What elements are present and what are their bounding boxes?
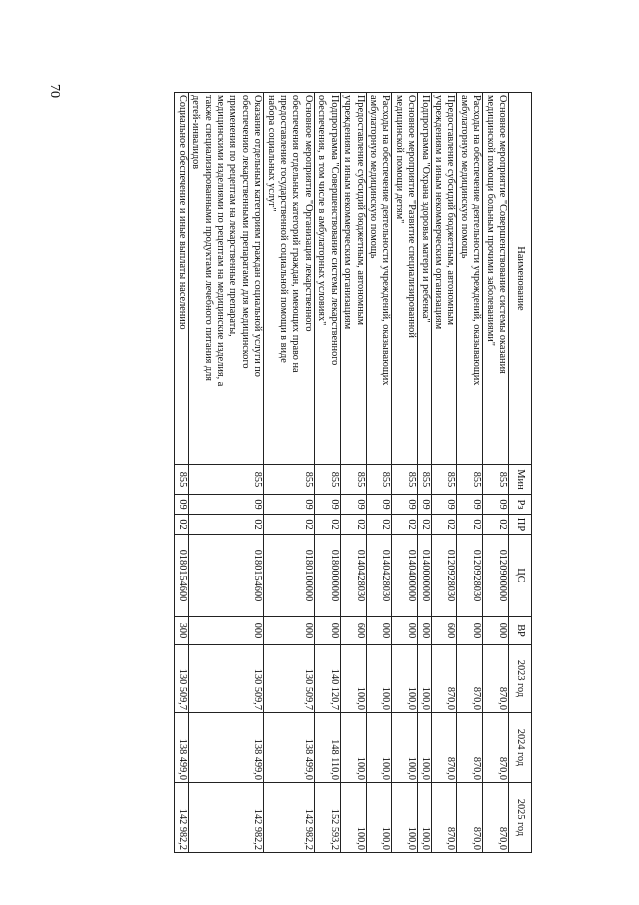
name-line: обеспечения, в том числе в амбулаторных условиях" xyxy=(316,95,328,326)
cell-vr: 000 xyxy=(483,617,509,645)
name-line: предоставление государственной социальной помощи в виде xyxy=(278,95,290,363)
cell-cs: 0120928030 xyxy=(431,535,457,617)
cell-2023: 140 120,7 xyxy=(314,645,340,713)
cell-2024: 870,0 xyxy=(483,713,509,783)
cell-pr: 02 xyxy=(340,515,366,535)
cell-cs: 0140428030 xyxy=(340,535,366,617)
table-row xyxy=(188,93,263,853)
cell-pr: 02 xyxy=(188,515,263,535)
rotated-page-content xyxy=(32,92,532,852)
name-line: Подпрограмма "Охрана здоровья матери и ребенка" xyxy=(419,95,431,323)
cell-rz: 09 xyxy=(418,495,431,515)
cell-2024: 138 499,0 xyxy=(175,713,188,783)
cell-2024: 138 499,0 xyxy=(264,713,315,783)
name-line: учреждениям и иным некоммерческим организациям xyxy=(342,95,354,330)
cell-2024: 870,0 xyxy=(431,713,457,783)
name-line: амбулаторную медицинскую помощь xyxy=(367,95,379,259)
cell-min: 855 xyxy=(418,465,431,495)
header-rz: Рз xyxy=(509,495,532,515)
cell-2023: 870,0 xyxy=(431,645,457,713)
cell-vr: 000 xyxy=(366,617,392,645)
cell-2025: 100,0 xyxy=(418,783,431,853)
cell-2023: 100,0 xyxy=(392,645,418,713)
cell-name xyxy=(431,93,457,465)
table-body xyxy=(175,93,509,853)
cell-2024: 100,0 xyxy=(340,713,366,783)
name-line: Предоставление субсидий бюджетным, автономным xyxy=(354,95,366,326)
table-row xyxy=(340,93,366,853)
cell-min: 855 xyxy=(188,465,263,495)
cell-2023: 870,0 xyxy=(457,645,483,713)
table-row xyxy=(366,93,392,853)
cell-2024: 148 110,0 xyxy=(314,713,340,783)
cell-2025: 142 982,2 xyxy=(175,783,188,853)
cell-cs: 0140428030 xyxy=(366,535,392,617)
cell-2024: 100,0 xyxy=(418,713,431,783)
table-row xyxy=(175,93,188,853)
name-line: Расходы на обеспечение деятельности учреждений, оказывающих xyxy=(380,95,392,386)
cell-2025: 870,0 xyxy=(457,783,483,853)
cell-pr: 02 xyxy=(431,515,457,535)
cell-rz: 09 xyxy=(175,495,188,515)
cell-vr: 000 xyxy=(418,617,431,645)
cell-pr: 02 xyxy=(264,515,315,535)
table-row xyxy=(457,93,483,853)
cell-min: 855 xyxy=(483,465,509,495)
cell-2023: 100,0 xyxy=(340,645,366,713)
cell-name xyxy=(483,93,509,465)
cell-min: 855 xyxy=(340,465,366,495)
name-line: обеспечению лекарственными препаратами для медицинского xyxy=(239,95,251,369)
cell-2023: 130 509,7 xyxy=(175,645,188,713)
header-pr: ПР xyxy=(509,515,532,535)
cell-pr: 02 xyxy=(483,515,509,535)
cell-2025: 870,0 xyxy=(431,783,457,853)
table-row xyxy=(264,93,315,853)
cell-rz: 09 xyxy=(392,495,418,515)
name-line: набора социальных услуг" xyxy=(265,95,277,212)
cell-name xyxy=(366,93,392,465)
cell-2023: 100,0 xyxy=(418,645,431,713)
cell-rz: 09 xyxy=(483,495,509,515)
cell-rz: 09 xyxy=(366,495,392,515)
cell-pr: 02 xyxy=(418,515,431,535)
cell-pr: 02 xyxy=(392,515,418,535)
cell-2023: 130 509,7 xyxy=(264,645,315,713)
cell-name xyxy=(314,93,340,465)
name-line: обеспечения отдельных категорий граждан, имеющих право на xyxy=(290,95,302,373)
cell-vr: 600 xyxy=(340,617,366,645)
cell-2023: 870,0 xyxy=(483,645,509,713)
cell-2025: 142 982,2 xyxy=(188,783,263,853)
name-line: Основное мероприятие "Развитие специализированной xyxy=(406,95,418,338)
cell-2025: 100,0 xyxy=(366,783,392,853)
name-line: медицинскими изделиями по рецептам на медицинские изделия, а xyxy=(215,95,227,387)
cell-rz: 09 xyxy=(431,495,457,515)
cell-2025: 142 982,2 xyxy=(264,783,315,853)
cell-2024: 870,0 xyxy=(457,713,483,783)
cell-rz: 09 xyxy=(340,495,366,515)
table-row xyxy=(314,93,340,853)
cell-rz: 09 xyxy=(457,495,483,515)
cell-min: 855 xyxy=(175,465,188,495)
cell-min: 855 xyxy=(366,465,392,495)
name-line: амбулаторную медицинскую помощь xyxy=(458,95,470,259)
cell-cs: 0140000000 xyxy=(418,535,431,617)
name-line: Подпрограмма "Совершенствование системы лекарственного xyxy=(328,95,340,366)
cell-2025: 152 593,2 xyxy=(314,783,340,853)
cell-2023: 130 509,7 xyxy=(188,645,263,713)
cell-cs: 0120900000 xyxy=(483,535,509,617)
cell-cs: 0140400000 xyxy=(392,535,418,617)
cell-cs: 0180100000 xyxy=(264,535,315,617)
cell-rz: 09 xyxy=(188,495,263,515)
cell-rz: 09 xyxy=(314,495,340,515)
name-line: также специализированными продуктами лечебного питания для xyxy=(202,95,214,382)
table-row xyxy=(418,93,431,853)
cell-min: 855 xyxy=(392,465,418,495)
cell-2024: 100,0 xyxy=(366,713,392,783)
budget-table xyxy=(174,92,532,853)
cell-vr: 000 xyxy=(392,617,418,645)
name-line: Оказание отдельным категориям граждан социальной услуги по xyxy=(252,95,264,377)
cell-2025: 100,0 xyxy=(392,783,418,853)
cell-cs: 0180000000 xyxy=(314,535,340,617)
header-2023: 2023 год xyxy=(509,645,532,713)
page-number: 70 xyxy=(47,84,62,98)
cell-min: 855 xyxy=(314,465,340,495)
header-2024: 2024 год xyxy=(509,713,532,783)
table-row xyxy=(392,93,418,853)
cell-name xyxy=(392,93,418,465)
cell-2024: 138 499,0 xyxy=(188,713,263,783)
cell-name xyxy=(188,93,263,465)
name-line: Основное мероприятие "Совершенствование системы оказания xyxy=(497,95,508,374)
cell-name xyxy=(340,93,366,465)
cell-vr: 000 xyxy=(264,617,315,645)
name-line: применения по рецептам на лекарственные препараты, xyxy=(227,95,239,337)
cell-rz: 09 xyxy=(264,495,315,515)
cell-min: 855 xyxy=(264,465,315,495)
name-line: учреждениям и иным некоммерческим организациям xyxy=(432,95,444,330)
cell-vr: 300 xyxy=(175,617,188,645)
cell-2025: 100,0 xyxy=(340,783,366,853)
cell-name xyxy=(457,93,483,465)
cell-cs: 0120928030 xyxy=(457,535,483,617)
cell-cs: 0180154600 xyxy=(175,535,188,617)
cell-2023: 100,0 xyxy=(366,645,392,713)
name-line: Предоставление субсидий бюджетным, автономным xyxy=(445,95,457,326)
table-row xyxy=(431,93,457,853)
name-line: Социальное обеспечение и иные выплаты населению xyxy=(176,95,188,330)
header-min: Мин xyxy=(509,465,532,495)
name-line: Расходы на обеспечение деятельности учреждений, оказывающих xyxy=(471,95,483,386)
header-name: Наименование xyxy=(509,93,532,465)
header-vr: ВР xyxy=(509,617,532,645)
cell-name xyxy=(175,93,188,465)
cell-vr: 000 xyxy=(188,617,263,645)
cell-name xyxy=(418,93,431,465)
table-header-row xyxy=(509,93,532,853)
table-row xyxy=(483,93,509,853)
cell-2025: 870,0 xyxy=(483,783,509,853)
cell-vr: 000 xyxy=(314,617,340,645)
name-line: детей-инвалидов xyxy=(190,95,202,170)
name-line: медицинской помощи больным прочими заболеваниями" xyxy=(484,95,496,346)
cell-2024: 100,0 xyxy=(392,713,418,783)
name-line: Основное мероприятие "Организация лекарственного xyxy=(302,95,314,332)
cell-min: 855 xyxy=(457,465,483,495)
cell-pr: 02 xyxy=(366,515,392,535)
cell-cs: 0180154600 xyxy=(188,535,263,617)
cell-min: 855 xyxy=(431,465,457,495)
header-cs: ЦС xyxy=(509,535,532,617)
cell-pr: 02 xyxy=(457,515,483,535)
cell-name xyxy=(264,93,315,465)
cell-pr: 02 xyxy=(314,515,340,535)
name-line: медицинской помощи детям" xyxy=(393,95,405,224)
header-2025: 2025 год xyxy=(509,783,532,853)
cell-vr: 000 xyxy=(457,617,483,645)
cell-pr: 02 xyxy=(175,515,188,535)
cell-vr: 600 xyxy=(431,617,457,645)
